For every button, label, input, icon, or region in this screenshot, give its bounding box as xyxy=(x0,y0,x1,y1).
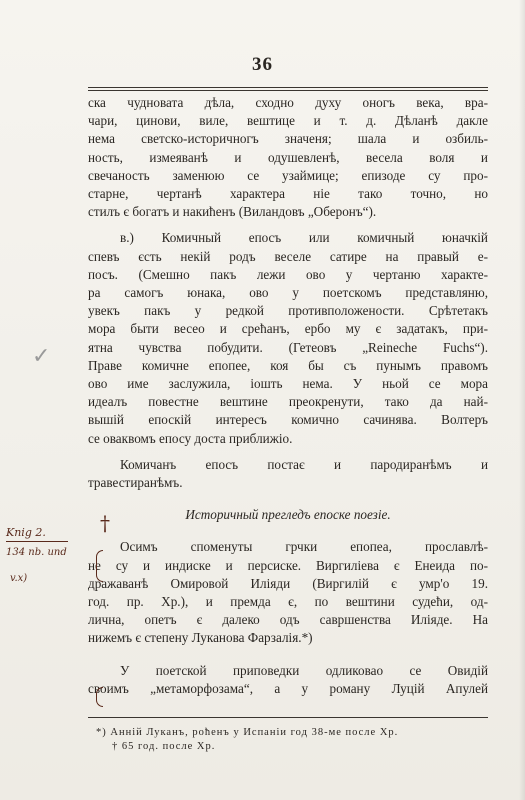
body-text xyxy=(88,94,488,698)
paragraph-3 xyxy=(88,456,488,492)
text-line: ово име заслужила, іошть нема. У ньой се мора xyxy=(88,376,488,392)
paragraph-2 xyxy=(88,229,488,447)
paragraph-5 xyxy=(88,662,488,698)
margin-note-3: v.x) xyxy=(10,573,28,584)
footnote-line: *) Анній Луканъ, роћенъ у Испаніи год 38-ме после Хр. xyxy=(96,727,399,738)
text-line: дражаванѣ Омировой Иліяди (Виргилій є умр'о 19. xyxy=(88,575,488,591)
header-rule xyxy=(88,87,488,88)
text-line: своимъ „метаморфозама“, а у роману Луцій Апулей xyxy=(88,680,488,696)
header-rule-thin xyxy=(88,90,488,91)
paragraph-4 xyxy=(88,538,488,647)
text-line: ска чудновата дѣла, сходно духу оногъ века, вра- xyxy=(88,95,488,110)
dagger-mark-icon: † xyxy=(100,511,110,535)
text-line: в.) Комичный епосъ или комичный юначкій xyxy=(120,230,488,246)
text-line: идеалъ повестне вештине преокренути, тако да най- xyxy=(88,394,488,410)
text-line: спевъ єсть некій родъ веселе сатире на правый е- xyxy=(88,248,488,264)
text-line: свечаность заменюю се узаймице; епизоде су про- xyxy=(88,167,488,183)
text-line: се оваквомъ епосу доста приближіо. xyxy=(88,430,293,446)
text-line: чари, цинови, виле, вештице и т. д. Дѣланѣ дакле xyxy=(88,113,488,129)
footnote-rule xyxy=(88,717,488,718)
text-line: увекъ пакъ у редкой противположености. Срѣтетакъ xyxy=(88,303,488,319)
text-line: травестиранѣмъ. xyxy=(88,475,183,491)
pencil-check-mark-icon: ✓ xyxy=(32,344,51,369)
hand-bracket xyxy=(96,687,103,707)
page-number: 36 xyxy=(252,54,273,75)
text-line: ра самогъ юнака, ово у поетскомъ представляню, xyxy=(88,285,488,301)
paragraph-1 xyxy=(88,94,488,221)
text-line: стилъ є богатъ и накићенъ (Виландовъ „Оберонъ“). xyxy=(88,204,377,220)
text-line: посъ. (Смешно пакъ лежи ово у чертаню характе- xyxy=(88,266,488,282)
text-line: ятна чувства побудити. (Гетеовъ „Reineche Fuchs“). xyxy=(88,339,488,355)
text-line: Комичанъ епосъ постає и пародиранѣмъ и xyxy=(120,456,488,472)
text-line: Осимъ споменуты грчки епопеа, прославлѣ- xyxy=(120,539,488,555)
text-line: ность, измеяванѣ и одушевленѣ, весела воля и xyxy=(88,149,488,165)
text-line: нижемъ є степену Луканова Фарзалія.*) xyxy=(88,630,313,646)
text-line: не су и индиске и персиске. Виргиліева є Енеида по- xyxy=(88,557,488,573)
margin-note-1: Knig 2. xyxy=(6,526,46,539)
hand-bracket xyxy=(96,550,103,582)
footnote-line: † 65 год. после Хр. xyxy=(112,741,216,752)
margin-note-2: 134 nb. und xyxy=(6,547,67,558)
text-line: старне, чертанѣ характера ніе тако точно, но xyxy=(88,186,488,202)
section-heading: Историчный прегледъ епоске поезіе. xyxy=(185,507,391,523)
page-edge-shadow xyxy=(519,0,525,800)
text-line: Праве комичне епопее, коя бы съ пунымъ правомъ xyxy=(88,357,488,373)
text-line: мора быти весео и срећанъ, ербо му є задатакъ, при- xyxy=(88,321,488,337)
text-line: нема светско-историчногъ значеня; шала и озбиль- xyxy=(88,131,488,147)
text-line: лична, опетъ є далеко одъ савршенства Иліяде. На xyxy=(88,612,488,628)
text-line: У поетской приповедки одликовао се Овидій xyxy=(120,662,488,678)
text-line: вышій епоскій интересъ комично сачинява. Волтеръ xyxy=(88,412,488,428)
footnote xyxy=(96,726,486,754)
text-line: год. пр. Хр.), и премда є, по вештини судећи, од- xyxy=(88,594,488,610)
margin-underline xyxy=(6,541,68,542)
